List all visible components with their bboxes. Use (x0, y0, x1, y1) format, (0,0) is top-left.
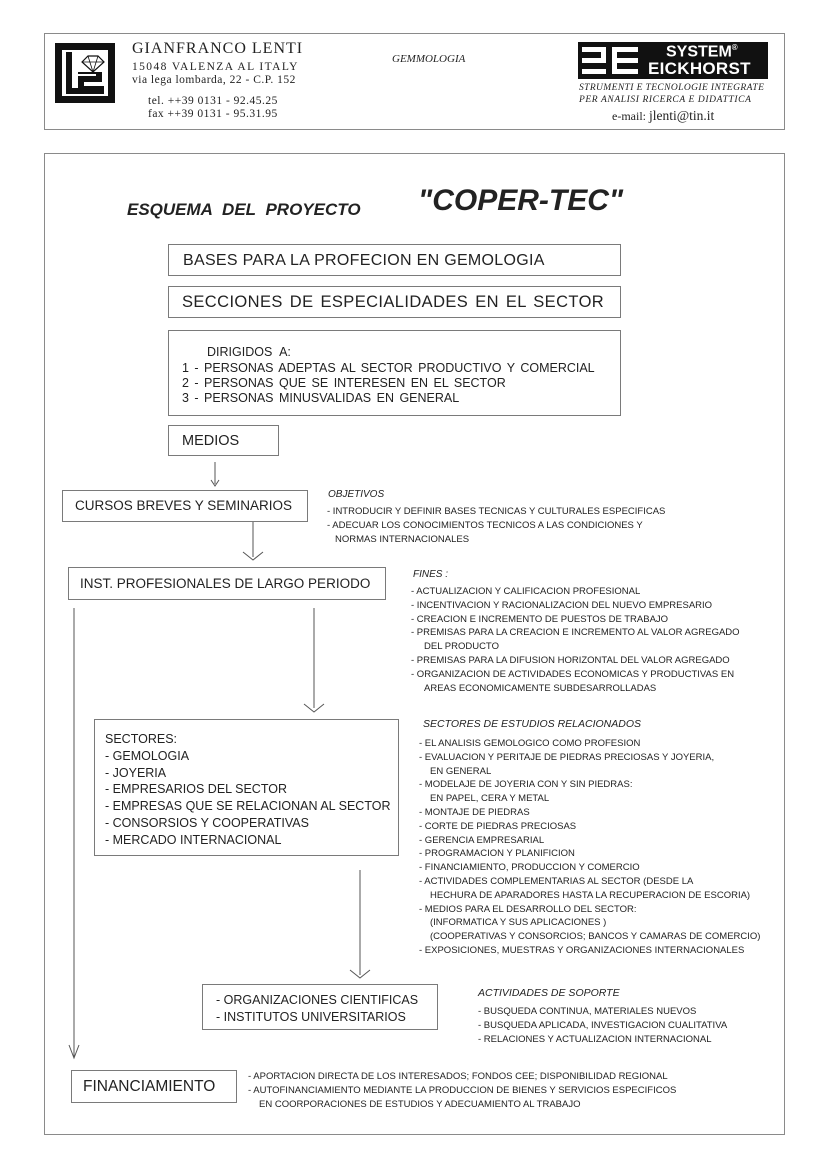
sectores-title: SECTORES: (105, 732, 178, 746)
sectores-item: - EMPRESARIOS DEL SECTOR (105, 782, 287, 797)
dirigidos-item: 1 - PERSONAS ADEPTAS AL SECTOR PRODUCTIVO Y COMERCIAL (182, 361, 595, 375)
estudios-item: - FINANCIAMIENTO, PRODUCCION Y COMERCIO (419, 862, 640, 874)
objetivos-title: OBJETIVOS (328, 489, 385, 500)
title-prefix: ESQUEMA DEL PROYECTO (127, 200, 361, 219)
soporte-item: - RELACIONES Y ACTUALIZACION INTERNACIONAL (478, 1033, 712, 1045)
estudios-item: - MONTAJE DE PIEDRAS (419, 806, 530, 818)
estudios-list (419, 737, 760, 958)
estudios-item: EN PAPEL, CERA Y METAL (430, 793, 550, 805)
estudios-item: (COOPERATIVAS Y CONSORCIOS; BANCOS Y CAMARAS DE COMERCIO) (430, 931, 761, 943)
estudios-item: - EL ANALISIS GEMOLOGICO COMO PROFESION (419, 738, 641, 749)
project-name: "COPER-TEC" (418, 184, 624, 217)
financiamiento-notes (248, 1070, 676, 1111)
estudios-item: - GERENCIA EMPRESARIAL (419, 834, 545, 846)
sectores-item: - MERCADO INTERNACIONAL (105, 832, 282, 847)
box-bases: BASES PARA LA PROFECION EN GEMOLOGIA (168, 244, 621, 276)
fines-item: - CREACION E INCREMENTO DE PUESTOS DE TRABAJO (411, 613, 669, 625)
box-sectores (94, 719, 399, 856)
organizaciones-item: - INSTITUTOS UNIVERSITARIOS (216, 1009, 406, 1024)
address-line-2: via lega lombarda, 22 - C.P. 152 (132, 74, 296, 86)
dirigidos-item: 3 - PERSONAS MINUSVALIDAS EN GENERAL (182, 391, 460, 405)
sectores-item: - EMPRESAS QUE SE RELACIONAN AL SECTOR (105, 799, 391, 814)
organizaciones-list (216, 992, 418, 1026)
box-secciones: SECCIONES DE ESPECIALIDADES EN EL SECTOR (168, 286, 621, 318)
sectores-item: - CONSORSIOS Y COOPERATIVAS (105, 815, 309, 830)
objetivos-list (327, 505, 665, 546)
company-name: GIANFRANCO LENTI (132, 40, 304, 57)
box-inst: INST. PROFESIONALES DE LARGO PERIODO (68, 567, 386, 600)
estudios-item: - EXPOSICIONES, MUESTRAS Y ORGANIZACIONES INTERNACIONALES (419, 944, 745, 956)
fines-item: - PREMISAS PARA LA CREACION E INCREMENTO AL VALOR AGREGADO (411, 627, 740, 639)
fines-list (411, 585, 740, 695)
estudios-item: - CORTE DE PIEDRAS PRECIOSAS (419, 820, 577, 832)
header-subject: GEMMOLOGIA (392, 53, 466, 65)
dirigidos-title: DIRIGIDOS A: (207, 345, 291, 359)
fines-item: - ORGANIZACION DE ACTIVIDADES ECONOMICAS Y PRODUCTIVAS EN (411, 668, 735, 680)
fines-title: FINES : (413, 569, 449, 580)
estudios-item: - ACTIVIDADES COMPLEMENTARIAS AL SECTOR (DESDE LA (419, 875, 694, 887)
box-cursos: CURSOS BREVES Y SEMINARIOS (62, 490, 308, 522)
email-address[interactable]: jlenti@tin.it (648, 108, 715, 123)
email: e-mail: jlenti@tin.it (612, 108, 715, 123)
sectores-item: - GEMOLOGIA (105, 748, 190, 763)
objetivos-item: - INTRODUCIR Y DEFINIR BASES TECNICAS Y CULTURALES ESPECIFICAS (327, 506, 666, 517)
fines-item: - ACTUALIZACION Y CALIFICACION PROFESIONAL (411, 586, 641, 597)
objetivos-item: - ADECUAR LOS CONOCIMIENTOS TECNICOS A LAS CONDICIONES Y (327, 519, 643, 531)
sectores-list (105, 731, 391, 849)
soporte-list (478, 1005, 727, 1046)
estudios-item: (INFORMATICA Y SUS APLICACIONES ) (430, 917, 607, 929)
financiamiento-note: - APORTACION DIRECTA DE LOS INTERESADOS; FONDOS CEE; DISPONIBILIDAD REGIONAL (248, 1071, 668, 1082)
box-medios: MEDIOS (168, 425, 279, 456)
brand-system: SYSTEM® (666, 43, 738, 61)
financiamiento-note: - AUTOFINANCIAMIENTO MEDIANTE LA PRODUCCION DE BIENES Y SERVICIOS ESPECIFICOS (248, 1084, 677, 1096)
brand-eickhorst: EICKHORST (648, 59, 751, 78)
estudios-title: SECTORES DE ESTUDIOS RELACIONADOS (423, 718, 642, 730)
financiamiento-note: EN COORPORACIONES DE ESTUDIOS Y ADECUAMIENTO AL TRABAJO (259, 1098, 581, 1110)
dirigidos-item: 2 - PERSONAS QUE SE INTERESEN EN EL SECTOR (182, 376, 506, 390)
tagline-1: STRUMENTI E TECNOLOGIE INTEGRATE (579, 83, 765, 93)
estudios-item: EN GENERAL (430, 765, 492, 777)
soporte-item: - BUSQUEDA APLICADA, INVESTIGACION CUALITATIVA (478, 1019, 728, 1031)
fines-item: - PREMISAS PARA LA DIFUSION HORIZONTAL DEL VALOR AGREGADO (411, 654, 730, 666)
sectores-item: - JOYERIA (105, 765, 167, 780)
fines-item: - INCENTIVACION Y RACIONALIZACION DEL NUEVO EMPRESARIO (411, 599, 713, 611)
soporte-item: - BUSQUEDA CONTINUA, MATERIALES NUEVOS (478, 1006, 697, 1017)
arrow-cursos-inst (243, 520, 263, 560)
arrow-medios-cursos (211, 462, 219, 486)
arrow-sectores-organizaciones (350, 870, 370, 978)
box-organizaciones (202, 984, 438, 1030)
estudios-item: - PROGRAMACION Y PLANIFICION (419, 848, 575, 860)
soporte-title: ACTIVIDADES DE SOPORTE (478, 987, 620, 999)
estudios-item: - MODELAJE DE JOYERIA CON Y SIN PIEDRAS: (419, 779, 633, 791)
fax-number: fax ++39 0131 - 95.31.95 (148, 108, 278, 120)
estudios-item: - EVALUACION Y PERITAJE DE PIEDRAS PRECIOSAS Y JOYERIA, (419, 751, 715, 763)
phone-number: tel. ++39 0131 - 92.45.25 (148, 95, 278, 107)
address-line-1: 15048 VALENZA AL ITALY (132, 61, 299, 73)
arrow-inst-financiamiento (69, 608, 79, 1058)
organizaciones-item: - ORGANIZACIONES CIENTIFICAS (216, 993, 419, 1007)
fines-item: AREAS ECONOMICAMENTE SUBDESARROLLADAS (424, 682, 657, 694)
arrow-inst-sectores (304, 608, 324, 712)
box-financiamiento: FINANCIAMIENTO (71, 1070, 237, 1103)
estudios-item: - MEDIOS PARA EL DESARROLLO DEL SECTOR: (419, 903, 637, 915)
objetivos-item: NORMAS INTERNACIONALES (335, 533, 470, 545)
fines-item: DEL PRODUCTO (424, 641, 499, 653)
estudios-item: HECHURA DE APARADORES HASTA LA RECUPERACION DE ESCORIA) (430, 889, 751, 901)
tagline-2: PER ANALISI RICERCA E DIDATTICA (579, 95, 752, 105)
